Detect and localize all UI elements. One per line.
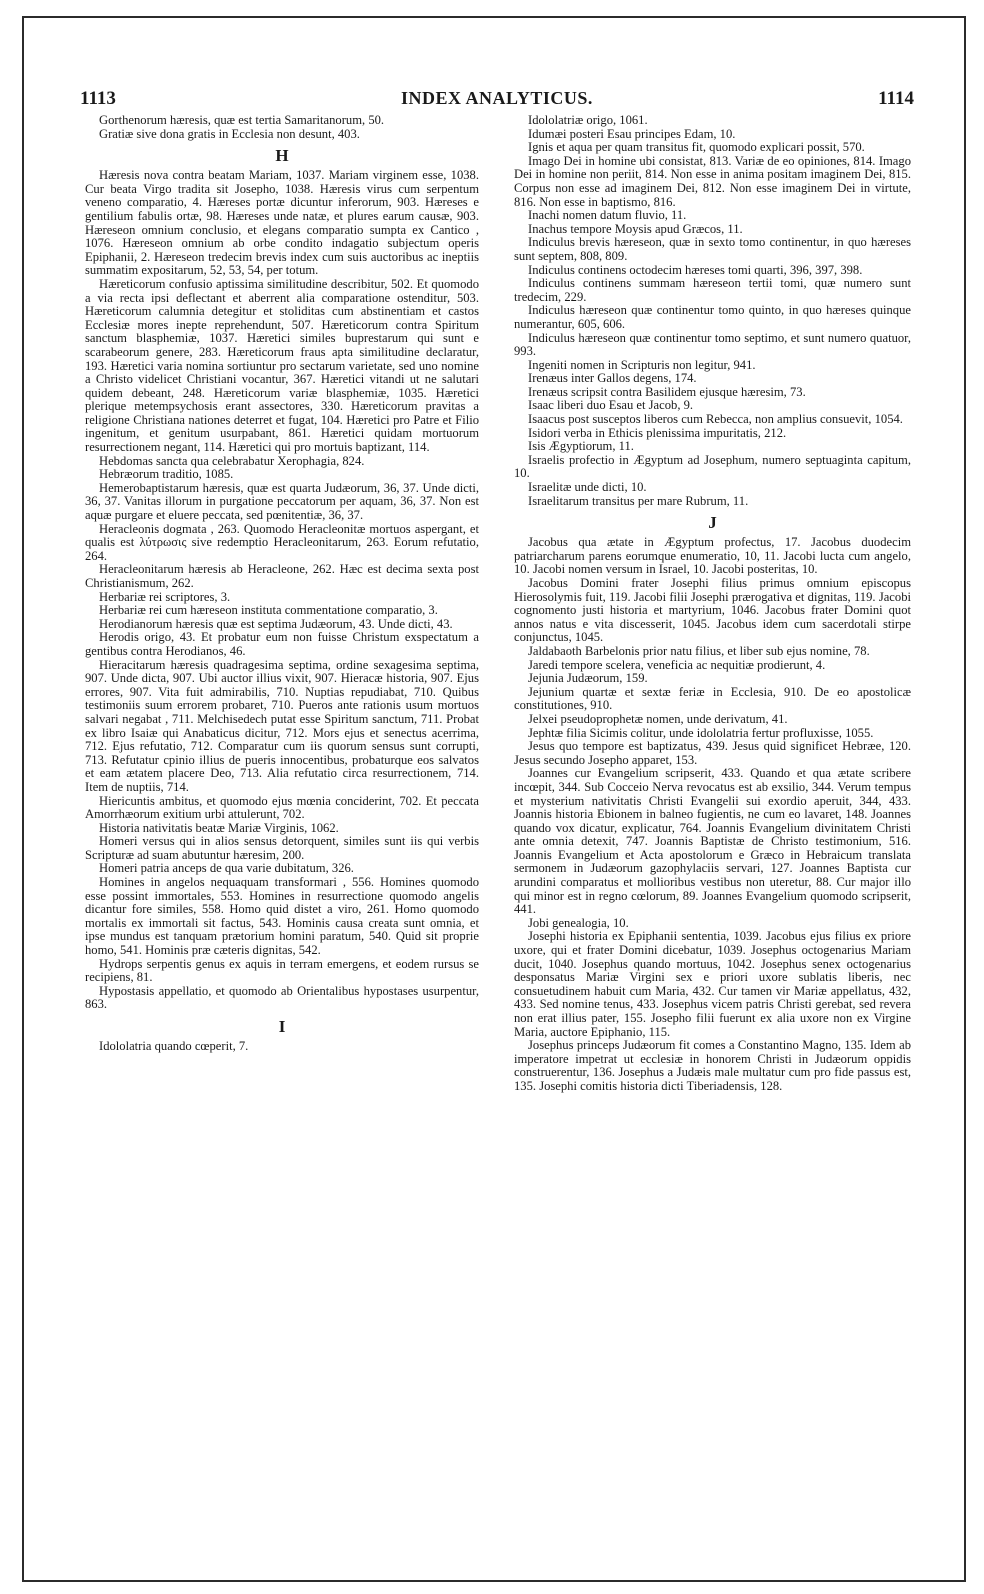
index-entry: Heracleonitarum hæresis ab Heracleone, 262. Hæc est decima sexta post Christianismum, 262. xyxy=(85,562,479,590)
section-letter-j: J xyxy=(708,513,717,533)
index-entry: Hieracitarum hæresis quadragesima septima, ordine sexagesima septima, 907. Unde dicta, 907. Ubi auctor illius vixit, 907. Hieracæ historia, 907. Ejus errores, 907. Vita fuit admirabilis, 710. Nuptias repudiabat, 710. Quibus testimoniis suum errorem probaret, 710. Pueros ante rationis usum mortuos salvari negabat , 711. Melchisedech putat esse Spiritum sanctum, 711. Probat ex libro Isaiæ qui Anabaticus dicitur, 712. Mors ejus et senectus acerrima, 712. Ejus refutatio, 712. Comparatur cum iis quorum sensus sunt corrupti, 713. Refutatur cpinio illius de pueris innocentibus, probaturque eos salvatos et eam ætatem placere Deo, 713. Alia refutatio circa resurrectionem, 714. Item de nuptiis, 714. xyxy=(85,657,479,794)
index-entry: Idololatria quando cœperit, 7. xyxy=(99,1039,249,1053)
index-entry: Isis Ægyptiorum, 11. xyxy=(528,439,634,454)
index-entry: Indiculus brevis hæreseon, quæ in sexto tomo continentur, in quo hæreses sunt septem, 808, 809. xyxy=(514,235,911,263)
index-entry: Hypostasis appellatio, et quomodo ab Orientalibus hypostases usurpentur, 863. xyxy=(85,983,479,1012)
index-entry: Israelitæ unde dicti, 10. xyxy=(528,480,647,495)
section-letter-h: H xyxy=(275,146,289,166)
index-entry: Imago Dei in homine ubi consistat, 813. Variæ de eo opiniones, 814. Imago Dei in homine non periit, 814. Non esse in anima positam imaginem Dei, 815. Corpus non esse ad imaginem Dei, 812. Non esse imaginem Dei in virtute, 816. Non esse in baptismo, 816. xyxy=(514,153,911,209)
index-entry: Israelitarum transitus per mare Rubrum, 11. xyxy=(528,493,749,508)
index-entry: Homeri patria anceps de qua varie dubitatum, 326. xyxy=(99,861,354,876)
index-entry: Jacobus Domini frater Josephi filius primus omnium episcopus Hierosolymis fuit, 119. Jacobi filii Josephi prærogativa et dignitas, 119. Jacobi cognomento justi historia et martyrium, 1046. Jacobus frater Domini quot annos natus e vita discesserit, 1045. Jacobus idem cum sacerdotali stirpe conjunctus, 1045. xyxy=(514,576,911,645)
index-entry: Idumæi posteri Esau principes Edam, 10. xyxy=(528,126,736,141)
index-entry: Homines in angelos nequaquam transformari , 556. Homines quomodo esse possint immortales, 553. Homines in resurrectione quomodo angelis dicantur fore similes, 558. Homo quid distet a viro, 261. Homo quomodo mortalis ex immortali sit factus, 543. Hominis causa creata sunt omnia, et ipse mundus est tanquam prætorium homini paratum, 540. Quid sit proprie homo, 541. Hominis præ cæteris dignitas, 542. xyxy=(85,875,479,958)
index-entry: Joannes cur Evangelium scripserit, 433. Quando et qua ætate scribere incœpit, 344. Sub Cocceio Nerva revocatus est ab exsilio, 344. Verum tempus et mysterium nativitatis Christi Evangelii sui exordio aperuit, 344, 433. Joannis historia Ebionem in balneo fugientis, ne cum eo lavaret, 148. Joannes quando vox dicatur, explicatur, 764. Joannis Evangelium divinitatem Christi ante omnia detexit, 747. Joannis Baptistæ de Christo testimonium, 516. Joannis Evangelium et Acta apostolorum e Græco in Hebraicum translata sermonem in Judæorum gazophylaciis servari, 127. Joannes Baptista cur arundini comparatus et mollioribus vestibus non uteretur, 88. Cur major illo qui minor est in regno cœlorum, 89. Joannes Evangelium quomodo scripserit, 441. xyxy=(514,766,911,917)
index-entry: Hæreticorum confusio aptissima similitudine describitur, 502. Et quomodo a via recta ipsi deflectant et aberrent alia comparatione ostenditur, 503. Hæreticorum calumnia detegitur et stoliditas cum abstinentiam et castos Ecclesiæ mores inepte reprehendunt, 507. Hæreticorum contra Spiritum sanctum blasphemiæ, 1037. Hæretici similes buprestarum qui sunt e scarabeorum genere, 283. Hæreticorum fraus apta similitudine declaratur, 193. Hæretici varia nomina sortiuntur pro sectarum varietate, sed uno nomine a Christo videlicet Christiani vocantur, 367. Hæretici vitandi ut ne salutari quidem debeant, 248. Hæreticorum variæ blasphemiæ, 1035. Hæretici plerique metempsychosis erant assectores, 330. Hæreticorum pravitas a religione Christiana nationes deterret et fugat, 104. Hæretici pro Patre et Filio ingenitum, et genitum usurpabant, 861. Hæretici quidam mortuorum resurrectionem negant, 114. Hæretici qui pro mortuis baptizant, 114. xyxy=(85,276,479,455)
index-entry: Homeri versus qui in alios sensus detorquent, similes sunt iis qui verbis Scripturæ ad suam abutuntur hæresim, 200. xyxy=(85,834,479,862)
index-entry: Indiculus hæreseon quæ continentur tomo septimo, et sunt numero quatuor, 993. xyxy=(514,330,911,359)
index-entry: Jesus quo tempore est baptizatus, 439. Jesus quid significet Hebræe, 120. Jesus secundo Josepho apparet, 153. xyxy=(514,739,911,767)
page-number-left: 1113 xyxy=(80,88,116,109)
index-entry: Inachus tempore Moysis apud Græcos, 11. xyxy=(528,221,743,236)
index-entry: Josephus princeps Judæorum fit comes a Constantino Magno, 135. Idem ab imperatore impetrat ut ecclesiæ in honorem Christi in Judæorum oppidis construerentur, 136. Josephus a Judæis male multatur cum pro fide passus est, 135. Josephi comitis historia dicti Tiberiadensis, 128. xyxy=(514,1038,911,1093)
index-entry: Irenæus inter Gallos degens, 174. xyxy=(528,371,697,386)
index-entry: Jaredi tempore scelera, veneficia ac nequitiæ prodierunt, 4. xyxy=(528,657,826,672)
index-entry: Heracleonis dogmata , 263. Quomodo Heracleonitæ mortuos aspergant, et qualis est λύτρωσις sive redemptio Heracleonitarum, 263. Eorum refutatio, 264. xyxy=(85,521,479,563)
index-entry: Irenæus scripsit contra Basilidem ejusque hæresim, 73. xyxy=(528,384,806,399)
index-entry: Herbariæ rei scriptores, 3. xyxy=(99,589,231,604)
page-title: INDEX ANALYTICUS. xyxy=(401,88,593,108)
page-number-right: 1114 xyxy=(878,88,914,109)
index-entry: Inachi nomen datum fluvio, 11. xyxy=(528,208,687,223)
section-letter-i: I xyxy=(278,1017,286,1036)
index-entry: Herodis origo, 43. Et probatur eum non fuisse Christum exspectatum a gentibus contra Herodianos, 46. xyxy=(85,630,479,658)
index-entry: Isaac liberi duo Esau et Jacob, 9. xyxy=(528,398,694,413)
index-entry: Herodianorum hæresis quæ est septima Judæorum, 43. Unde dicti, 43. xyxy=(99,616,453,631)
index-entry: Indiculus hæreseon quæ continentur tomo quinto, in quo hæreses quinque numerantur, 605, 606. xyxy=(514,303,911,331)
index-entry: Indiculus continens summam hæreseon tertii tomi, quæ numero sunt tredecim, 229. xyxy=(514,276,911,304)
index-entry: Jejunia Judæorum, 159. xyxy=(528,671,648,686)
index-entry: Jephtæ filia Sicimis colitur, unde idololatria fertur profluxisse, 1055. xyxy=(528,725,874,740)
index-entry: Gorthenorum hæresis, quæ est tertia Samaritanorum, 50. xyxy=(99,113,385,127)
index-entry: Isaacus post susceptos liberos cum Rebecca, non amplius consuevit, 1054. xyxy=(528,412,903,427)
index-entry: Jacobus qua ætate in Ægyptum profectus, 17. Jacobus duodecim patriarcharum parens eorumque enumeratio, 10, 11. Jacobi lucta cum angelo, 10. Jacobi nomen versum in Israel, 10. Jacobi posteritas, 10. xyxy=(514,535,911,577)
index-entry: Hæresis nova contra beatam Mariam, 1037. Mariam virginem esse, 1038. Cur beata Virgo tradita sit Josepho, 1038. Hæresis virus cum serpentum veneno comparatio, 4. Hæreses portæ dicuntur inferorum, 903. Hæreses e gentilium fabulis ortæ, 98. Hæreses unde natæ, et plures earum causæ, 903. Hæreseon omnium conclusio, et elegans comparatio sumpta ex Cantico , 1076. Hæreseon omnium ab orbe condito indagatio subjectum operis Epiphanii, 2. Hæreseon tredecim brevis index cum suis auctoribus ac ineptiis summatim expositarum, 52, 53, 54, per totum. xyxy=(85,168,479,278)
index-entry: Isidori verba in Ethicis plenissima impuritatis, 212. xyxy=(528,425,787,440)
index-entry: Herbariæ rei cum hæreseon instituta commentatione comparatio, 3. xyxy=(99,603,438,618)
index-entry: Hemerobaptistarum hæresis, quæ est quarta Judæorum, 36, 37. Unde dicti, 36, 37. Vanitas illorum in purgatione peccatorum per aquam, 36, 37. Non est aquæ purgare et eluere peccata, sed pœnitentiæ, 36, 37. xyxy=(85,480,479,523)
index-entry: Jaldabaoth Barbelonis prior natu filius, et liber sub ejus nomine, 78. xyxy=(528,643,870,658)
index-entry: Gratiæ sive dona gratis in Ecclesia non desunt, 403. xyxy=(99,126,360,141)
index-entry: Hebræorum traditio, 1085. xyxy=(99,467,234,482)
index-entry: Jejunium quartæ et sextæ feriæ in Ecclesia, 910. De eo apostolicæ constitutiones, 910. xyxy=(514,684,911,713)
left-column xyxy=(85,114,479,1054)
page-header xyxy=(80,88,914,114)
right-entries-i xyxy=(514,114,911,508)
index-entry: Jobi genealogia, 10. xyxy=(528,915,629,930)
index-entry: Ignis et aqua per quam transitus fit, quomodo explicari possit, 570. xyxy=(528,140,865,155)
index-entry: Idololatriæ origo, 1061. xyxy=(528,113,648,127)
index-entry: Hiericuntis ambitus, et quomodo ejus mœnia conciderint, 702. Et peccata Amorrhæorum exitium urbi attulerunt, 702. xyxy=(85,793,479,822)
left-entries-i xyxy=(85,1040,479,1054)
index-entry: Hydrops serpentis genus ex aquis in terram emergens, et eodem rursus se recipiens, 81. xyxy=(85,956,479,985)
index-entry: Jelxei pseudoprophetæ nomen, unde derivatum, 41. xyxy=(528,711,788,726)
index-entry: Indiculus continens octodecim hæreses tomi quarti, 396, 397, 398. xyxy=(528,262,863,277)
right-entries-j xyxy=(514,536,911,1093)
index-entry: Hebdomas sancta qua celebrabatur Xerophagia, 824. xyxy=(99,453,365,468)
index-entry: Ingeniti nomen in Scripturis non legitur, 941. xyxy=(528,357,756,372)
index-entry: Historia nativitatis beatæ Mariæ Virginis, 1062. xyxy=(99,820,339,835)
index-entry: Josephi historia ex Epiphanii sententia, 1039. Jacobus ejus filius ex priore uxore, qui et frater Domini dicebatur, 1039. Josephus octogenarius Mariam ducit, 1040. Josephus quando mortuus, 1042. Josephus senex octogenarius desponsatus Mariæ Virgini sex e priori uxore sublatis liberis, nec consuetudinem habuit cum Maria, 432. Cur tamen vir Mariæ appellatus, 432, 433. Sed nomine tenus, 433. Josephus vicem patris Christi gerebat, sed revera non erat illius pater, 155. Josepho filii fuerunt ex alia uxore non ex Virgine Maria, auctore Epiphanio, 115. xyxy=(514,929,911,1039)
left-entries-g xyxy=(85,114,479,141)
index-entry: Israelis profectio in Ægyptum ad Josephum, numero septuaginta capitum, 10. xyxy=(514,452,911,481)
left-entries-h xyxy=(85,169,479,1012)
right-column xyxy=(514,114,911,1094)
